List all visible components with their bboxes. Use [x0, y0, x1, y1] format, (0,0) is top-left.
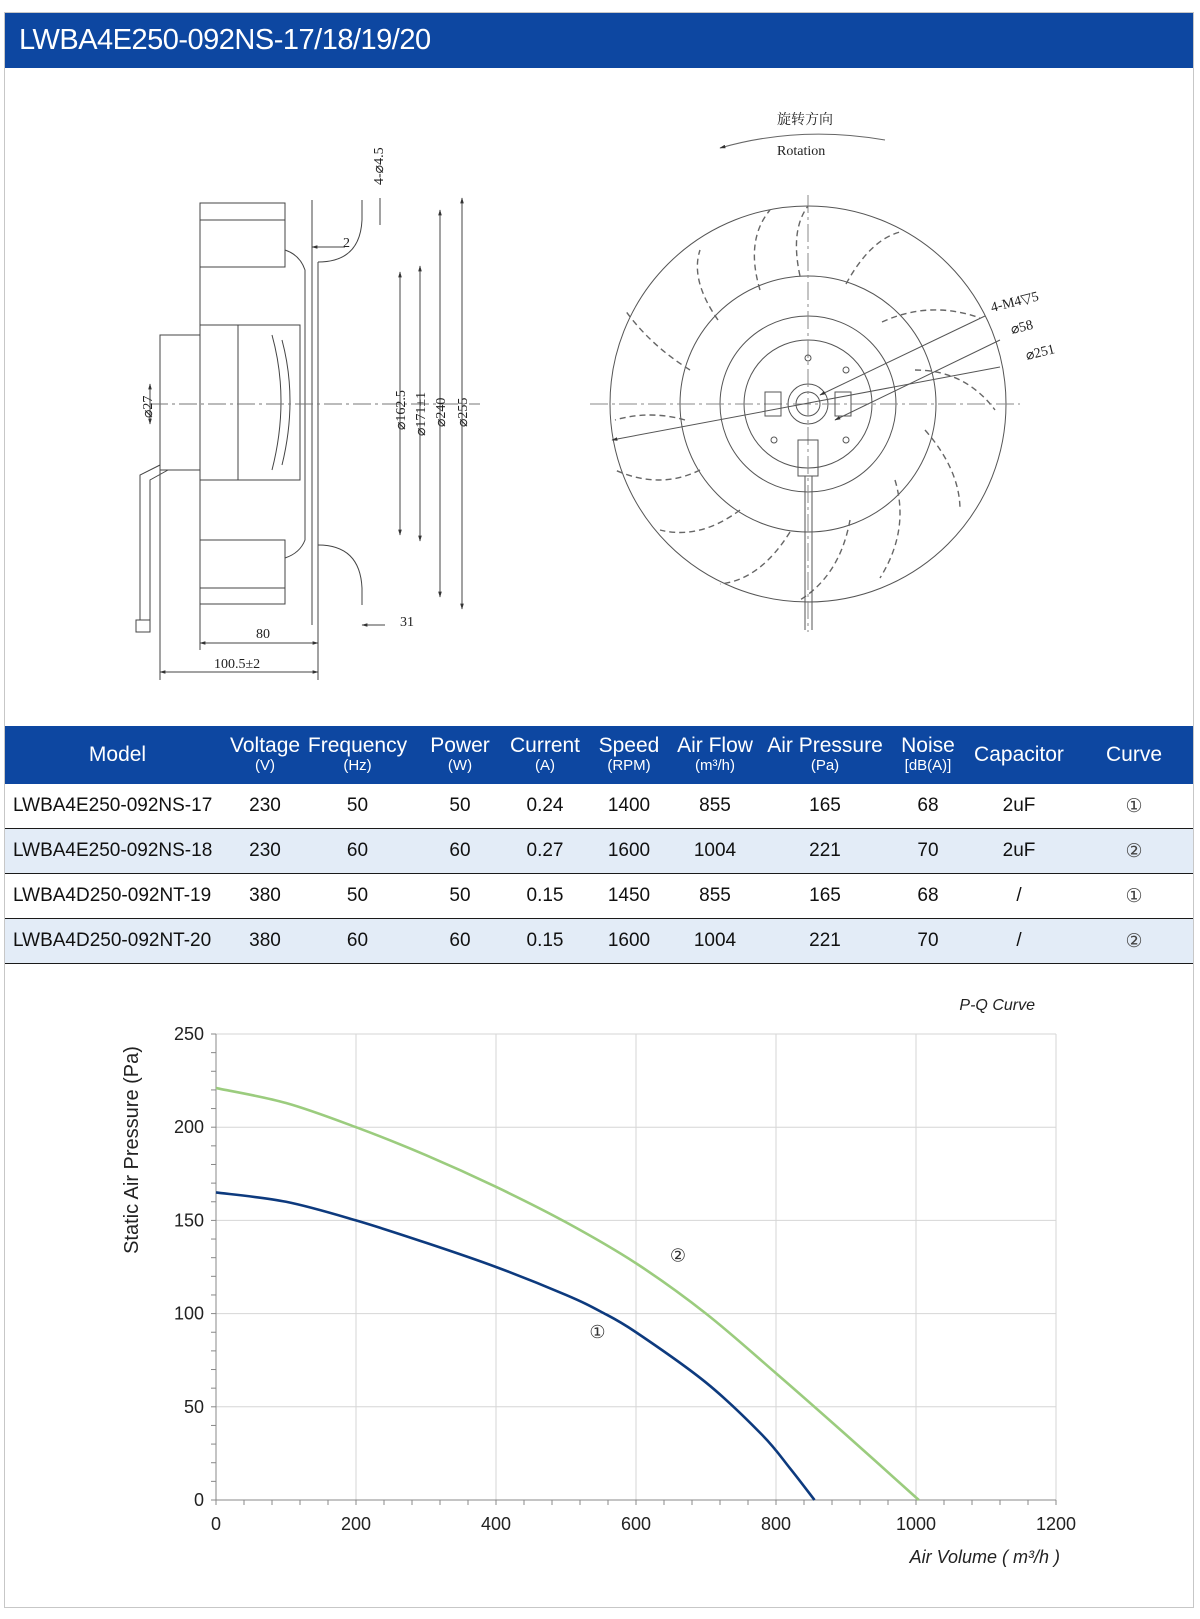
- chart-title: P-Q Curve: [959, 997, 1035, 1014]
- curve-label: ②: [669, 1245, 687, 1266]
- cell-air-flow: 1004: [673, 919, 757, 964]
- x-tick-label: 600: [620, 1514, 652, 1534]
- technical-drawing: [0, 68, 1200, 728]
- chart-annotations: [589, 1245, 686, 1341]
- cell-speed: 1450: [585, 874, 673, 919]
- cell-current: 0.15: [505, 919, 585, 964]
- x-tick-label: 200: [340, 1514, 372, 1534]
- header-air-pressure: Air Pressure (Pa): [757, 726, 893, 784]
- cell-air-pressure: 221: [757, 829, 893, 874]
- chart-series: [216, 1088, 919, 1500]
- cell-frequency: 60: [300, 829, 415, 874]
- cell-current: 0.27: [505, 829, 585, 874]
- cell-noise: 70: [893, 829, 963, 874]
- dim-58: ⌀58: [1009, 317, 1035, 338]
- header-frequency: Frequency (Hz): [300, 726, 415, 784]
- dim-holes: 4-⌀4.5: [372, 147, 387, 185]
- header-speed: Speed (RPM): [585, 726, 673, 784]
- cell-voltage: 380: [230, 919, 300, 964]
- cell-speed: 1600: [585, 829, 673, 874]
- dim-171: ⌀171±1: [414, 391, 429, 436]
- header-air-flow: Air Flow (m³/h): [673, 726, 757, 784]
- dim-31: 31: [400, 615, 414, 630]
- cell-capacitor: 2uF: [963, 784, 1075, 829]
- y-tick-label: 250: [173, 1024, 204, 1044]
- cell-air-flow: 855: [673, 784, 757, 829]
- series-line: [216, 1192, 815, 1500]
- cell-speed: 1600: [585, 919, 673, 964]
- dim-m4: 4-M4▽5: [989, 289, 1041, 316]
- cell-noise: 68: [893, 874, 963, 919]
- pq-chart: [0, 960, 1200, 1600]
- front-view-labels: [777, 112, 1057, 364]
- y-axis-label: Static Air Pressure (Pa): [121, 1046, 143, 1254]
- cell-model: LWBA4E250-092NS-18: [5, 829, 230, 874]
- y-tick-label: 200: [173, 1117, 204, 1138]
- cell-curve: ①: [1075, 874, 1193, 919]
- cell-model: LWBA4E250-092NS-17: [5, 784, 230, 829]
- cell-voltage: 230: [230, 784, 300, 829]
- x-tick-label: 800: [760, 1514, 792, 1534]
- rotation-en: Rotation: [777, 144, 826, 159]
- y-tick-label: 50: [183, 1396, 204, 1417]
- side-view-labels: [141, 147, 471, 672]
- x-tick-label: 400: [480, 1514, 512, 1534]
- dim-27: ⌀27: [141, 395, 156, 418]
- cell-model: LWBA4D250-092NT-20: [5, 919, 230, 964]
- dim-255: ⌀255: [456, 397, 471, 427]
- header-curve: Curve: [1075, 726, 1193, 784]
- dim-240: ⌀240: [434, 397, 449, 427]
- cell-air-pressure: 165: [757, 784, 893, 829]
- header-power: Power (W): [415, 726, 505, 784]
- table-row: [5, 919, 1193, 964]
- x-tick-label: 1000: [895, 1514, 937, 1534]
- front-view: [590, 134, 1020, 632]
- dim-251: ⌀251: [1024, 342, 1057, 364]
- series-line: [216, 1088, 919, 1500]
- y-tick-label: 0: [193, 1490, 204, 1510]
- dim-2: 2: [343, 236, 350, 251]
- cell-power: 50: [415, 874, 505, 919]
- page-title: LWBA4E250-092NS-17/18/19/20: [19, 24, 431, 56]
- dim-80: 80: [256, 627, 270, 642]
- cell-air-flow: 855: [673, 874, 757, 919]
- x-tick-label: 0: [210, 1514, 222, 1534]
- table-row: [5, 784, 1193, 829]
- header-model: Model: [5, 726, 230, 784]
- header-capacitor: Capacitor: [963, 726, 1075, 784]
- cell-voltage: 230: [230, 829, 300, 874]
- cell-capacitor: /: [963, 874, 1075, 919]
- cell-voltage: 380: [230, 874, 300, 919]
- header-noise: Noise [dB(A)]: [893, 726, 963, 784]
- dim-162: ⌀162.5: [394, 390, 409, 430]
- cell-frequency: 60: [300, 919, 415, 964]
- cell-noise: 68: [893, 784, 963, 829]
- side-view: [136, 198, 480, 680]
- header-voltage: Voltage (V): [230, 726, 300, 784]
- curve-label: ①: [589, 1321, 606, 1342]
- cell-current: 0.24: [505, 784, 585, 829]
- cell-model: LWBA4D250-092NT-19: [5, 874, 230, 919]
- rotation-cn: 旋转方向: [777, 113, 833, 128]
- chart-grid: [216, 1034, 1056, 1500]
- cell-power: 50: [415, 784, 505, 829]
- title-bar: [5, 13, 1193, 68]
- table-header-row: [5, 726, 1193, 784]
- cell-curve: ②: [1075, 829, 1193, 874]
- cell-frequency: 50: [300, 874, 415, 919]
- cell-curve: ①: [1075, 784, 1193, 829]
- cell-power: 60: [415, 829, 505, 874]
- header-current: Current (A): [505, 726, 585, 784]
- cell-capacitor: /: [963, 919, 1075, 964]
- cell-noise: 70: [893, 919, 963, 964]
- x-axis-label: Air Volume ( m³/h ): [909, 1547, 1060, 1567]
- table-row: [5, 874, 1193, 919]
- y-tick-label: 150: [173, 1210, 204, 1231]
- cell-frequency: 50: [300, 784, 415, 829]
- cell-air-flow: 1004: [673, 829, 757, 874]
- spec-table: [5, 726, 1193, 964]
- cell-speed: 1400: [585, 784, 673, 829]
- table-row: [5, 829, 1193, 874]
- y-tick-label: 100: [173, 1303, 204, 1324]
- cell-curve: ②: [1075, 919, 1193, 964]
- dim-100: 100.5±2: [214, 657, 261, 672]
- cell-air-pressure: 165: [757, 874, 893, 919]
- chart-axes: [211, 1034, 1056, 1505]
- cell-air-pressure: 221: [757, 919, 893, 964]
- x-tick-label: 1200: [1035, 1514, 1077, 1534]
- cell-current: 0.15: [505, 874, 585, 919]
- chart-ticks: [174, 1024, 1076, 1534]
- cell-capacitor: 2uF: [963, 829, 1075, 874]
- cell-power: 60: [415, 919, 505, 964]
